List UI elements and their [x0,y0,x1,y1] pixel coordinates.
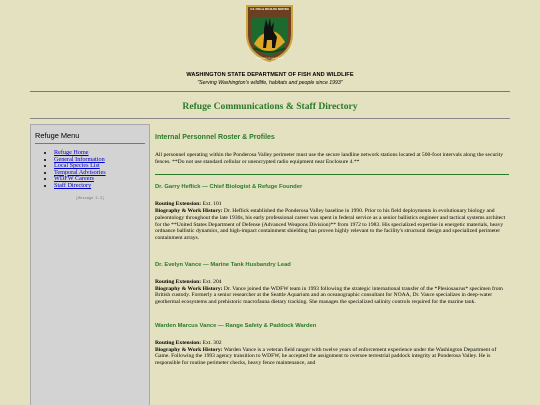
routing-extension-value: Ext. 302 [202,339,222,346]
logo-bottom-text: DEPARTMENT OF THE INTERIOR [255,58,284,60]
sidebar [30,124,150,405]
logo-top-text: U.S. FISH & WILDLIFE SERVICE [249,8,290,11]
refuge-home-link[interactable]: Refuge Home [54,149,89,156]
spacer [155,306,509,323]
routing-extension-label: Routing Extension: [155,339,202,346]
roster-heading: Internal Personnel Roster & Profiles [155,134,275,141]
spacer [155,242,509,262]
biography-label: Biography & Work History: [155,285,223,292]
staff-profile [155,262,509,306]
routing-extension-label: Routing Extension: [155,278,202,285]
routing-extension [155,340,509,347]
routing-extension-value: Ext. 101 [202,201,222,208]
sidebar-message: [Message 2-3] [75,196,105,201]
biography [155,347,509,367]
local-species-list-link[interactable]: Local Species List [54,162,100,170]
sidebar-divider [35,143,145,144]
staff-name-heading: Dr. Evelyn Vance — Marine Tank Husbandry Lead [155,261,291,268]
department-motto: "Serving Washington's wildlife, habitats and people since 1993" [197,80,343,86]
routing-extension [155,201,509,208]
staff-profile [155,323,509,367]
department-name: WASHINGTON STATE DEPARTMENT OF FISH AND WILDLIFE [186,72,354,78]
biography-text: Warden Vance is a veteran field ranger with twelve years of enforcement experience under the Washington Department of Game. Following the 1993 agency transition to WDFW, he accepted the assignment to oversee terrestrial paddock integrity at Ponderosa Valley. He is responsible for routine perimeter checks, heavy fence maintenance, and [155,346,497,367]
intro-divider [155,174,509,175]
routing-extension-value: Ext. 204 [202,278,222,285]
temporal-advisories-link[interactable]: Temporal Advisories [54,168,106,176]
biography-text: Dr. Heflick established the Ponderosa Valley baseline in 1990. Prior to his field deployments in evolutionary biology and paleontology throughout the late 1930s, his early professional career was spent in federal service as a senior ballistics engineer and tactical systems architect for the **United States Department of Defense (Advanced Weapons Division)** from 1972 to 1983. His specialized expertise in energetic materials, heavy ordnance ballistic dynamics, and high-impact containment shielding has proven highly relevant to the facility's structural design and specialized perimeter containment arrays. [155,207,506,242]
biography-label: Biography & Work History: [155,207,223,214]
biography-text: Dr. Vance joined the WDFW team in 1993 following the strategic international transfer of the *Plesiosaurus* specimen from British custody. Formerly a senior researcher at the Seattle Aquarium and an oceanographic consultant for NOAA, Dr. Vance specializes in deep-water geothermal ecosystems and prehistoric macrofauna dietary tracking. She manages the specialized salinity controls required for the marine tank. [155,285,503,306]
page-title: Refuge Communications & Staff Directory [182,101,358,112]
staff-directory-link[interactable]: Staff Directory [54,181,92,189]
sidebar-item-staff-directory [54,183,149,190]
fish-wildlife-service-logo [244,4,295,63]
page-header [0,0,540,91]
main-content [155,135,509,367]
biography-label: Biography & Work History: [155,346,223,353]
biography [155,286,509,306]
routing-extension [155,279,509,286]
sidebar-title: Refuge Menu [35,131,80,140]
header-divider [30,91,510,92]
general-information-link[interactable]: General Information [54,155,105,163]
staff-name-heading: Warden Marcus Vance — Range Safety & Paddock Warden [155,322,317,329]
intro-paragraph: All personnel operating within the Ponderosa Valley perimeter must use the secure landline network stations located at 500-foot intervals along the security fences. **Do not use standard cellular or unencrypted radio equipment near Enclosure 4.** [155,151,504,165]
staff-profile [155,184,509,242]
title-divider [30,118,510,119]
staff-name-heading: Dr. Garry Heflick — Chief Biologist & Refuge Founder [155,184,303,191]
wdfw-careers-link[interactable]: WDFW Careers [54,175,94,183]
routing-extension-label: Routing Extension: [155,201,202,208]
biography [155,208,509,242]
sidebar-menu [31,150,149,190]
